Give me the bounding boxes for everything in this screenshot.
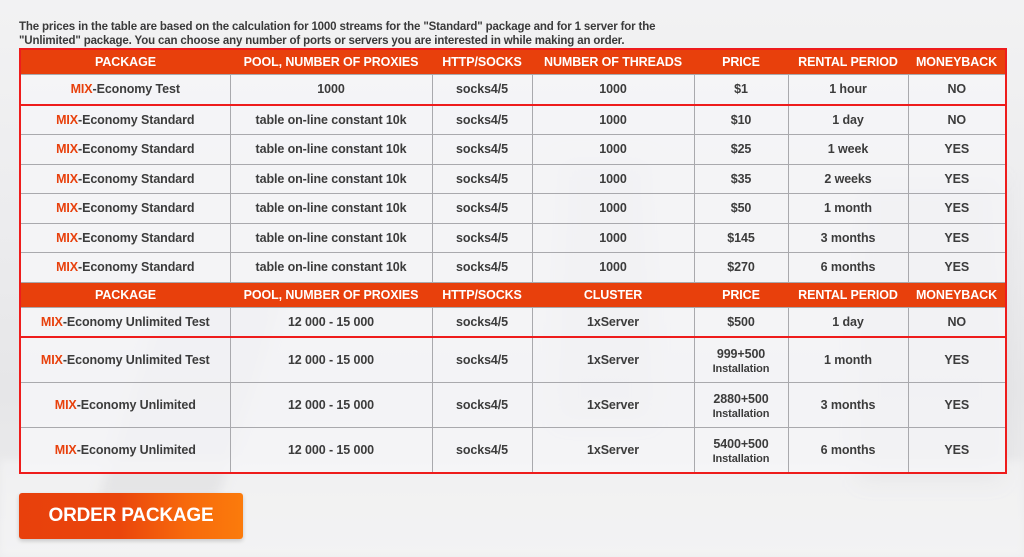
pool-cell: 12 000 - 15 000 [230,337,432,383]
pool-cell: table on-line constant 10k [230,105,432,135]
pool-cell: 12 000 - 15 000 [230,383,432,428]
pool-cell: table on-line constant 10k [230,164,432,194]
brand-mix: MIX [56,112,79,127]
price-cell: $10 [694,105,788,135]
package-label: -Economy Standard [78,171,195,186]
price-cell: $35 [694,164,788,194]
package-name [20,223,230,253]
threads-cell: 1000 [532,164,694,194]
price-cell [694,337,788,383]
package-name [20,75,230,105]
threads-cell: 1000 [532,105,694,135]
col-header-package: PACKAGE [20,49,230,75]
col-header-protocol: HTTP/SOCKS [432,49,532,75]
brand-mix: MIX [56,142,79,157]
price-cell [694,383,788,428]
price-note: Installation [712,363,770,375]
brand-mix: MIX [54,443,77,457]
moneyback-cell: YES [908,253,1006,283]
package-name [20,194,230,224]
package-name [20,307,230,337]
package-label: -Economy Standard [78,260,195,275]
col-header-package: PACKAGE [20,282,230,307]
price-cell: $270 [694,253,788,283]
period-cell: 3 months [788,383,908,428]
period-cell: 1 day [788,307,908,337]
pricing-intro-text: The prices in the table are based on the calculation for 1000 streams for the "Standard" package and for 1 server for the "Unlimited" package. You can choose any number of ports or servers you are interested in while making an order. [19,20,656,47]
moneyback-cell: YES [908,337,1006,383]
table-row [20,428,1006,474]
period-cell: 6 months [788,428,908,474]
protocol-cell: socks4/5 [432,75,532,105]
table-row [20,194,1006,224]
col-header-threads: NUMBER OF THREADS [532,49,694,75]
period-cell: 1 hour [788,75,908,105]
brand-mix: MIX [56,201,79,216]
brand-mix: MIX [40,314,63,329]
price-note: Installation [712,453,770,465]
col-header-protocol: HTTP/SOCKS [432,282,532,307]
cluster-cell: 1xServer [532,337,694,383]
threads-cell: 1000 [532,135,694,165]
pool-cell: 12 000 - 15 000 [230,307,432,337]
col-header-pool: POOL, NUMBER OF PROXIES [230,282,432,307]
moneyback-cell: YES [908,428,1006,474]
col-header-price: PRICE [694,282,788,307]
price-cell: $25 [694,135,788,165]
table-row [20,75,1006,105]
package-label: -Economy Unlimited [76,443,196,457]
col-header-period: RENTAL PERIOD [788,282,908,307]
table-row [20,135,1006,165]
package-label: -Economy Unlimited Test [62,314,210,329]
package-name [20,105,230,135]
pool-cell: table on-line constant 10k [230,223,432,253]
price-cell: $500 [694,307,788,337]
package-name [20,337,230,383]
period-cell: 1 month [788,337,908,383]
table-row [20,105,1006,135]
brand-mix: MIX [56,230,79,245]
col-header-cluster: CLUSTER [532,282,694,307]
brand-mix: MIX [56,260,79,275]
pricing-table [19,48,1007,474]
price-amount: 999+500 [716,347,766,361]
period-cell: 6 months [788,253,908,283]
table-row [20,337,1006,383]
package-label: -Economy Standard [78,230,195,245]
moneyback-cell: YES [908,383,1006,428]
package-name [20,428,230,474]
pool-cell: table on-line constant 10k [230,253,432,283]
package-label: -Economy Standard [78,201,195,216]
unlimited-header-row [20,282,1006,307]
package-label: -Economy Standard [78,112,195,127]
moneyback-cell: NO [908,307,1006,337]
period-cell: 1 week [788,135,908,165]
price-cell: $1 [694,75,788,105]
threads-cell: 1000 [532,75,694,105]
protocol-cell: socks4/5 [432,383,532,428]
col-header-moneyback: MONEYBACK [908,282,1006,307]
protocol-cell: socks4/5 [432,194,532,224]
moneyback-cell: YES [908,164,1006,194]
moneyback-cell: YES [908,223,1006,253]
table-row [20,253,1006,283]
brand-mix: MIX [54,398,77,412]
package-name [20,253,230,283]
threads-cell: 1000 [532,194,694,224]
protocol-cell: socks4/5 [432,223,532,253]
table-row [20,164,1006,194]
threads-cell: 1000 [532,223,694,253]
pool-cell: 12 000 - 15 000 [230,428,432,474]
table-row [20,223,1006,253]
period-cell: 3 months [788,223,908,253]
moneyback-cell: NO [908,75,1006,105]
moneyback-cell: NO [908,105,1006,135]
order-package-button[interactable]: ORDER PACKAGE [19,493,243,539]
col-header-pool: POOL, NUMBER OF PROXIES [230,49,432,75]
price-amount: 2880+500 [713,392,769,406]
protocol-cell: socks4/5 [432,105,532,135]
cluster-cell: 1xServer [532,383,694,428]
price-cell: $50 [694,194,788,224]
cluster-cell: 1xServer [532,307,694,337]
protocol-cell: socks4/5 [432,307,532,337]
protocol-cell: socks4/5 [432,337,532,383]
pool-cell: table on-line constant 10k [230,194,432,224]
price-note: Installation [712,408,770,420]
brand-mix: MIX [70,82,93,97]
protocol-cell: socks4/5 [432,253,532,283]
package-label: -Economy Unlimited [76,398,196,412]
threads-cell: 1000 [532,253,694,283]
price-amount: 5400+500 [713,437,769,451]
table-row [20,383,1006,428]
period-cell: 1 month [788,194,908,224]
brand-mix: MIX [40,353,63,367]
package-label: -Economy Standard [78,142,195,157]
moneyback-cell: YES [908,135,1006,165]
table-row [20,307,1006,337]
pool-cell: table on-line constant 10k [230,135,432,165]
col-header-price: PRICE [694,49,788,75]
package-name [20,135,230,165]
package-label: -Economy Test [92,82,180,97]
protocol-cell: socks4/5 [432,428,532,474]
package-name [20,164,230,194]
protocol-cell: socks4/5 [432,164,532,194]
col-header-moneyback: MONEYBACK [908,49,1006,75]
package-name [20,383,230,428]
period-cell: 2 weeks [788,164,908,194]
moneyback-cell: YES [908,194,1006,224]
protocol-cell: socks4/5 [432,135,532,165]
pool-cell: 1000 [230,75,432,105]
price-cell [694,428,788,474]
brand-mix: MIX [56,171,79,186]
period-cell: 1 day [788,105,908,135]
cluster-cell: 1xServer [532,428,694,474]
price-cell: $145 [694,223,788,253]
package-label: -Economy Unlimited Test [62,353,210,367]
col-header-period: RENTAL PERIOD [788,49,908,75]
standard-header-row [20,49,1006,75]
